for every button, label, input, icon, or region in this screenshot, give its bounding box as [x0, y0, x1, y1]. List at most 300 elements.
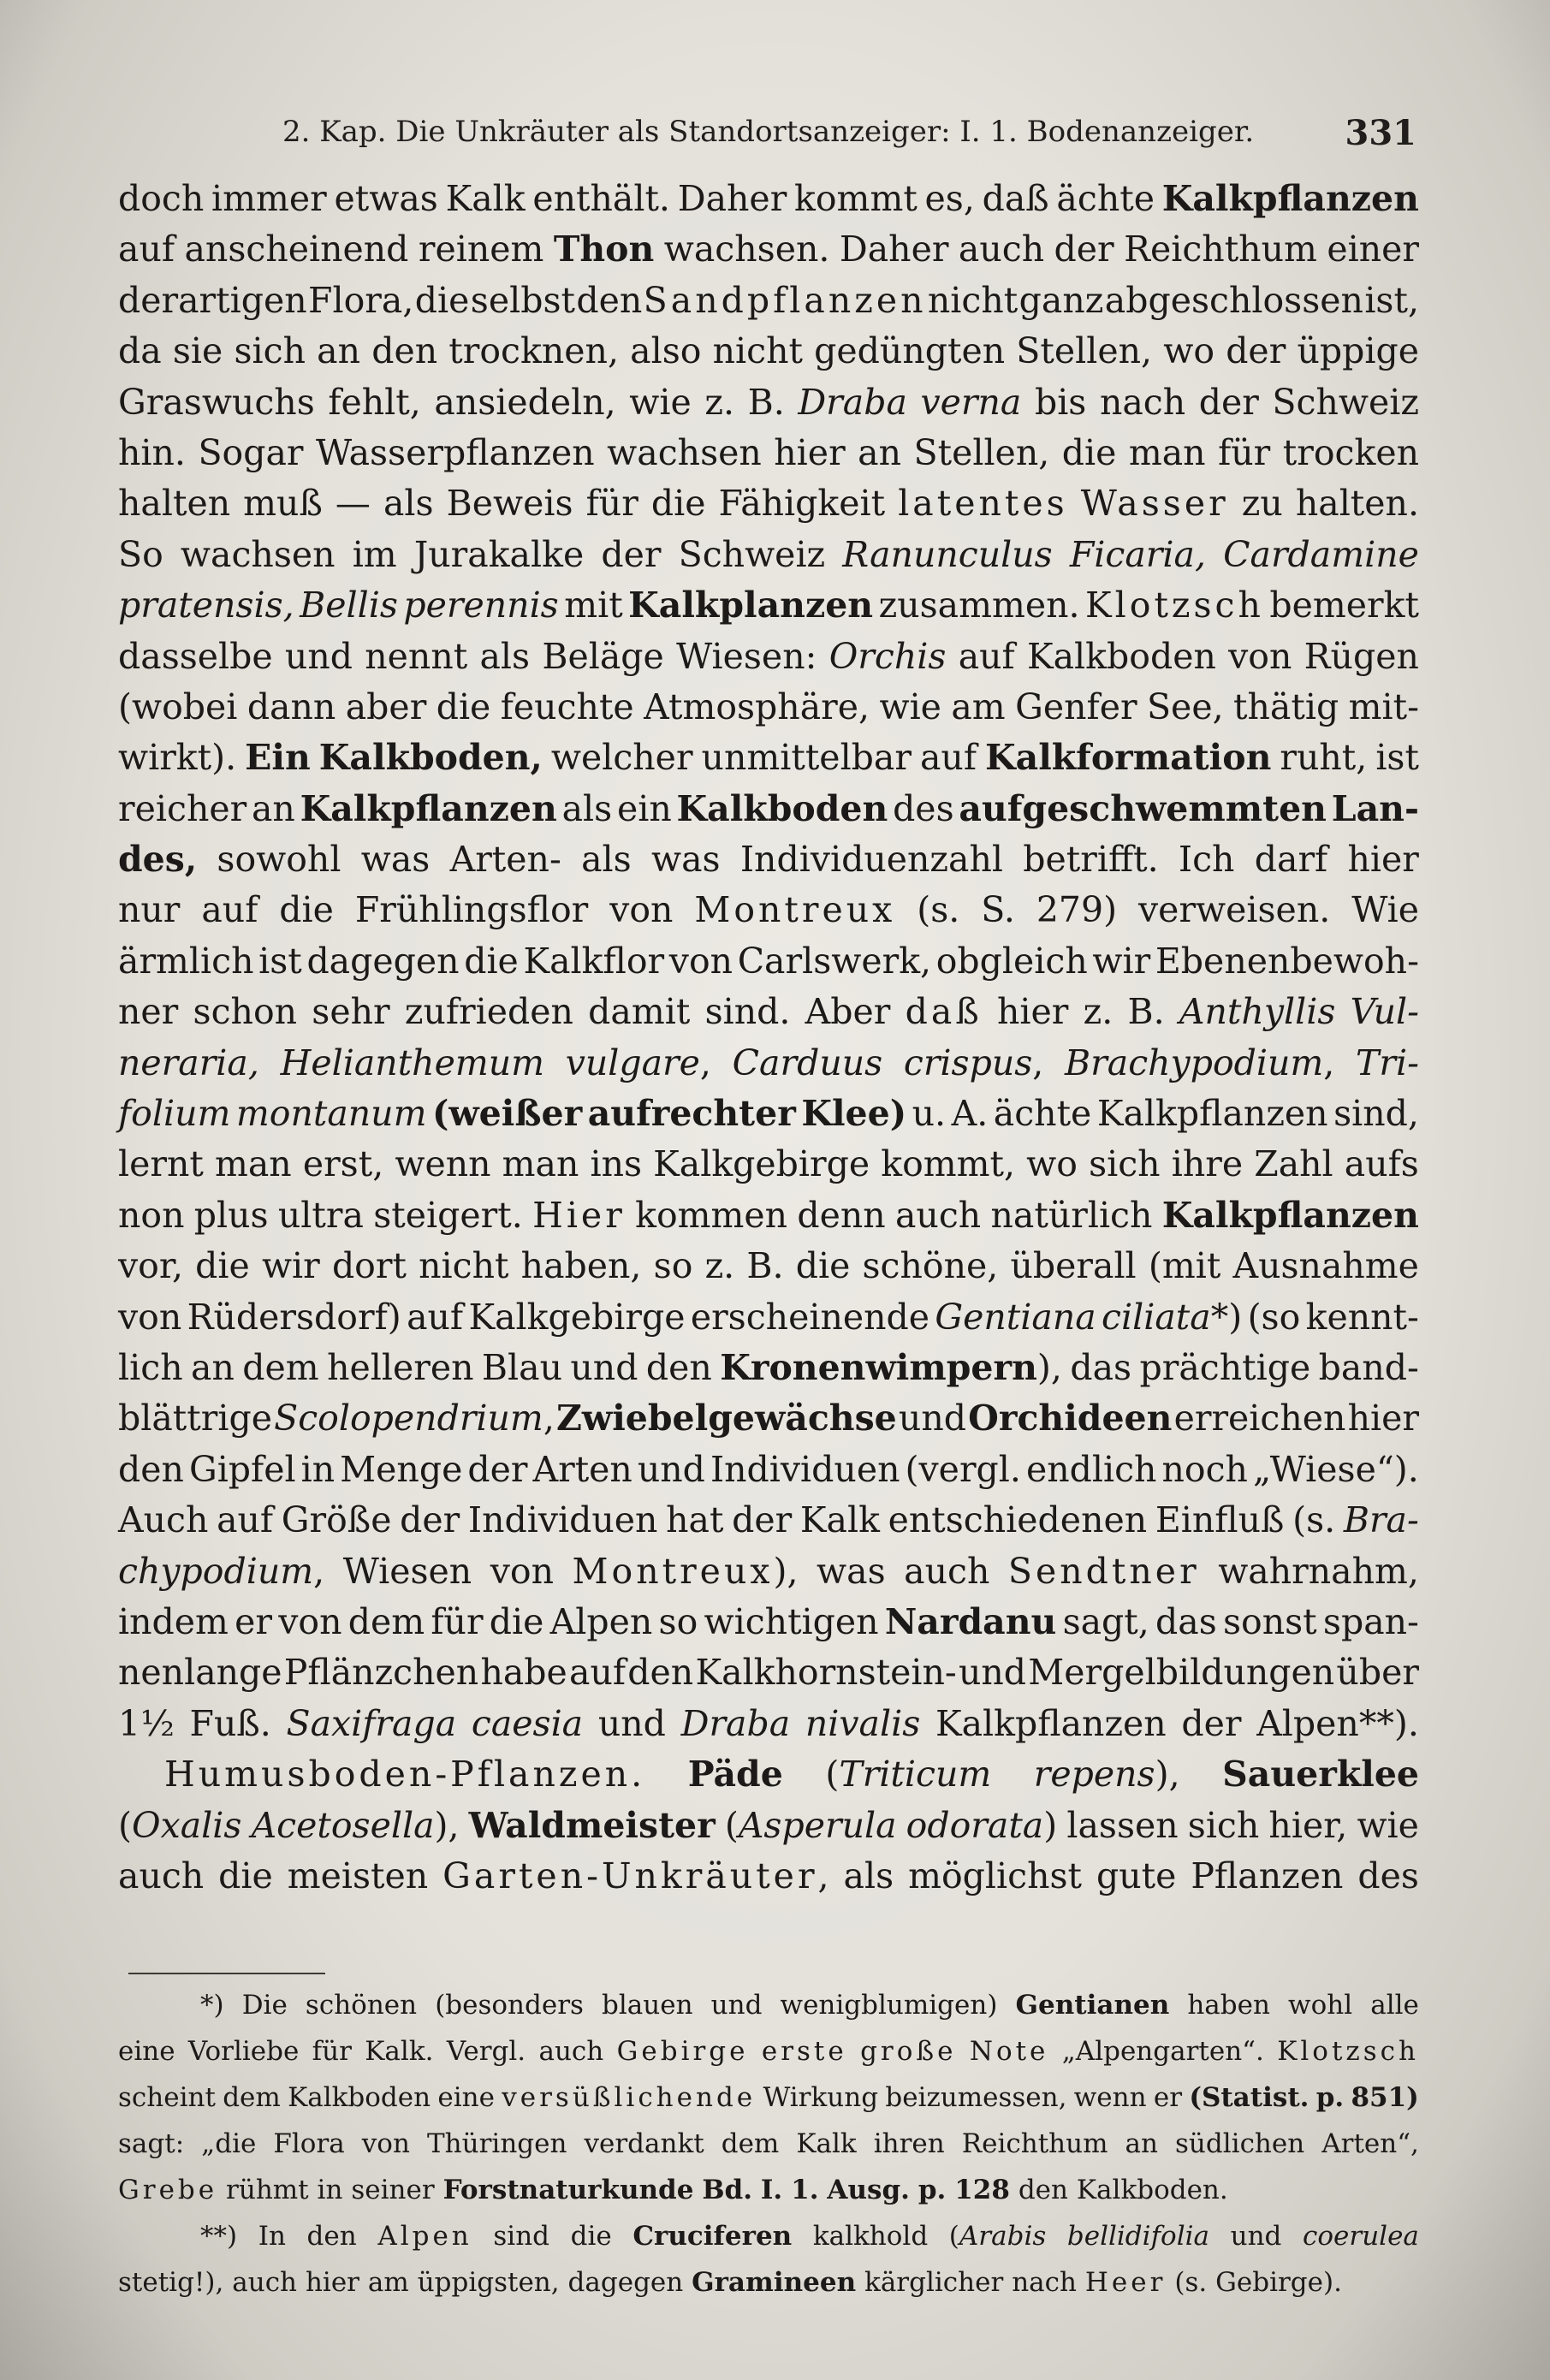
- word: B.: [1127, 991, 1165, 1033]
- word: obgleich: [935, 940, 1088, 982]
- word: Ausnahme: [1232, 1245, 1419, 1287]
- text-line: [118, 229, 1419, 279]
- word: Kalkboden: [288, 2082, 431, 2113]
- word: dem: [347, 1600, 425, 1642]
- word: ner: [118, 991, 179, 1033]
- word: (Statist.: [1189, 2082, 1309, 2113]
- footnote-rule: [128, 1973, 325, 1974]
- word: Heer: [1084, 2267, 1167, 2298]
- word: wie: [1357, 1804, 1419, 1846]
- word: der: [732, 1499, 793, 1541]
- word: Garten-Unkräuter,: [442, 1855, 829, 1896]
- word: aufs: [1344, 1143, 1419, 1185]
- word: Sendtner: [1007, 1550, 1200, 1592]
- word: als: [581, 839, 632, 881]
- word: (s.: [917, 889, 960, 931]
- word: hier: [1347, 1398, 1419, 1439]
- word: hier: [305, 2267, 359, 2298]
- word: Stellen,: [913, 431, 1050, 473]
- word: betrifft.: [1023, 839, 1159, 881]
- word: ist,: [1364, 279, 1419, 321]
- word: hier: [1347, 839, 1419, 881]
- word: z.: [704, 1245, 735, 1287]
- word: S.: [981, 889, 1015, 931]
- word: Fähigkeit: [718, 483, 886, 525]
- word: **): [200, 2221, 238, 2252]
- word: daß: [905, 991, 983, 1033]
- word: Kalk: [796, 2128, 857, 2159]
- word: was: [360, 839, 431, 881]
- word: denn: [797, 1194, 886, 1236]
- text-line: [118, 1347, 1419, 1398]
- word: A.: [951, 1093, 989, 1135]
- word: Ficaria,: [1069, 533, 1206, 575]
- footnotes: [118, 1990, 1419, 2313]
- text-line: [118, 1601, 1419, 1652]
- word: Cardamine: [1223, 533, 1419, 575]
- word: Kalkpflanzen: [1096, 1093, 1328, 1135]
- word: Schweiz: [678, 533, 826, 575]
- word: endlich: [1025, 1448, 1157, 1490]
- word: aufrechter: [587, 1093, 796, 1135]
- word: coerulea: [1303, 2221, 1419, 2252]
- word: ihre: [1171, 1143, 1244, 1185]
- word: abgeschlossen: [1104, 279, 1363, 321]
- word: 851): [1351, 2082, 1419, 2113]
- word: blättrige: [118, 1398, 272, 1439]
- word: Brachypodium,: [1065, 1042, 1335, 1083]
- word: haben: [1187, 1990, 1270, 2021]
- word: Helianthemum: [280, 1042, 544, 1083]
- footnote-line: [118, 1990, 1419, 2036]
- word: Reichthum: [1124, 229, 1317, 270]
- word: So: [118, 533, 163, 575]
- word: wachsen.: [663, 229, 830, 270]
- word: wachsen: [180, 533, 336, 575]
- word: Kalk: [799, 1499, 880, 1541]
- word: an: [251, 787, 295, 829]
- word: und: [570, 1346, 638, 1388]
- word: Größe: [281, 1499, 392, 1541]
- word: wie: [879, 686, 941, 727]
- word: prächtige: [1139, 1346, 1311, 1388]
- text-line: [118, 1551, 1419, 1601]
- word: den: [371, 330, 438, 372]
- word: Einfluß: [1155, 1499, 1285, 1541]
- word: folium: [118, 1093, 231, 1135]
- text-line: [118, 1143, 1419, 1194]
- word: kommt,: [881, 1143, 1016, 1185]
- word: Wirkung: [763, 2082, 879, 2113]
- word: den: [306, 2221, 357, 2252]
- word: so: [653, 1245, 693, 1287]
- word: halten.: [1295, 483, 1419, 525]
- word: zusammen.: [878, 585, 1080, 626]
- word: Wasser: [1080, 483, 1229, 525]
- word: dem: [223, 2082, 281, 2113]
- word: Gebirge).: [1215, 2267, 1342, 2298]
- word: des,: [118, 839, 198, 881]
- word: erst,: [302, 1143, 384, 1185]
- word: für: [585, 483, 638, 525]
- word: neraria,: [118, 1042, 259, 1083]
- word: schöne,: [862, 1245, 999, 1287]
- text-line: [118, 585, 1419, 635]
- word: der: [1226, 330, 1286, 372]
- word: Alpen**).: [1256, 1702, 1419, 1744]
- word: enthält.: [532, 178, 670, 219]
- word: p.: [918, 2175, 947, 2205]
- word: von: [118, 1296, 182, 1338]
- word: was: [650, 839, 721, 881]
- word: „die: [201, 2128, 257, 2159]
- word: Kalk.: [365, 2036, 434, 2067]
- word: hier: [996, 991, 1069, 1033]
- word: span-: [1322, 1600, 1419, 1642]
- word: sowohl: [217, 839, 341, 881]
- word: vor,: [118, 1245, 183, 1287]
- word: Blau: [481, 1346, 562, 1388]
- word: Reichthum: [961, 2128, 1108, 2159]
- word: und: [637, 1448, 705, 1490]
- word: Sauerklee: [1222, 1754, 1419, 1795]
- word: Montreux: [694, 889, 896, 931]
- word: südlichen: [1175, 2128, 1305, 2159]
- word: dagegen: [567, 2267, 684, 2298]
- page-number: 331: [1345, 113, 1416, 153]
- word: auf: [217, 1499, 274, 1541]
- word: als: [843, 1855, 894, 1896]
- word: Kalkboden,: [318, 737, 543, 779]
- word: wenn: [395, 1143, 491, 1185]
- word: erste: [761, 2036, 847, 2067]
- word: zu: [1241, 483, 1283, 525]
- word: Gipfel: [188, 1448, 296, 1490]
- word: möglichst: [908, 1855, 1083, 1896]
- word: Graswuchs: [118, 381, 315, 423]
- word: er: [1153, 2082, 1183, 2113]
- word: Kalkgebirge: [468, 1296, 686, 1338]
- text-line: [118, 1449, 1419, 1499]
- word: ein: [616, 787, 672, 829]
- word: noch: [1161, 1448, 1248, 1490]
- word: hat: [666, 1499, 724, 1541]
- word: Sogar: [198, 431, 304, 473]
- word: ins: [590, 1143, 643, 1185]
- word: Arten“,: [1321, 2128, 1419, 2159]
- word: Mergelbildungen: [1028, 1652, 1335, 1694]
- word: als: [479, 635, 531, 677]
- text-line: [118, 382, 1419, 432]
- word: für: [1218, 431, 1271, 473]
- word: dem: [721, 2128, 780, 2159]
- word: ist: [1375, 737, 1419, 779]
- word: Wiesen: [342, 1550, 472, 1592]
- word: band-: [1318, 1346, 1419, 1388]
- word: aber: [345, 686, 427, 727]
- word: von: [1228, 635, 1292, 677]
- word: Wie: [1351, 889, 1419, 931]
- word: (Arabis: [948, 2221, 1047, 2252]
- word: Anthyllis: [1179, 991, 1336, 1033]
- word: auf: [569, 1652, 627, 1694]
- word: von: [278, 1600, 342, 1642]
- word: darf: [1254, 839, 1328, 881]
- word: sich: [1089, 1143, 1161, 1185]
- word: plus: [193, 1194, 269, 1236]
- word: auch: [958, 229, 1045, 270]
- word: ist: [258, 940, 302, 982]
- running-title: 2. Kap. Die Unkräuter als Standortsanzeiger: I. 1. Bodenanzeiger.: [282, 115, 1255, 149]
- word: haben,: [520, 1245, 642, 1287]
- word: Daher: [839, 229, 949, 270]
- text-line: [118, 1855, 1419, 1906]
- word: Waldmeister: [468, 1804, 716, 1846]
- word: an: [1125, 2128, 1158, 2159]
- word: 1½: [118, 1702, 175, 1744]
- word: der: [1198, 381, 1259, 423]
- word: trocknen,: [448, 330, 619, 372]
- word: sagt:: [118, 2128, 185, 2159]
- word: (vergl.: [905, 1448, 1021, 1490]
- word: Genfer: [1015, 686, 1137, 727]
- word: sehr: [312, 991, 390, 1033]
- word: Bra-: [1343, 1499, 1419, 1541]
- word: Kalkboden: [1026, 635, 1216, 677]
- word: reinem: [418, 229, 544, 270]
- word: verna: [920, 381, 1022, 423]
- text-line: [118, 1754, 1419, 1804]
- word: Kalkboden: [676, 787, 888, 829]
- text-line: [118, 839, 1419, 889]
- word: hin.: [118, 431, 186, 473]
- word: Individuenzahl: [739, 839, 1003, 881]
- word: wo: [1163, 330, 1215, 372]
- word: wo: [1026, 1143, 1078, 1185]
- word: schon: [193, 991, 298, 1033]
- text-line: [118, 686, 1419, 737]
- word: Ein: [245, 737, 311, 779]
- text-line: [118, 1093, 1419, 1143]
- word: man: [214, 1143, 292, 1185]
- word: Kalkplanzen: [628, 585, 874, 626]
- word: man: [502, 1143, 579, 1185]
- word: ächte: [1056, 178, 1155, 219]
- word: Kalkgebirge: [653, 1143, 870, 1185]
- word: kärglicher: [864, 2267, 1004, 2298]
- word: vulgare,: [565, 1042, 711, 1083]
- text-line: [118, 889, 1419, 940]
- text-line: [118, 1703, 1419, 1754]
- text-line: [118, 737, 1419, 787]
- word: für: [312, 2036, 352, 2067]
- word: ärmlich: [118, 940, 254, 982]
- word: welcher: [550, 737, 693, 779]
- word: also: [630, 330, 702, 372]
- word: das: [1155, 1600, 1217, 1642]
- text-line: [118, 1297, 1419, 1347]
- word: und: [284, 635, 353, 677]
- word: die: [489, 1600, 544, 1642]
- word: Arten: [532, 1448, 632, 1490]
- word: *): [200, 1990, 224, 2021]
- text-line: [118, 1805, 1419, 1855]
- word: mit-: [1348, 686, 1419, 727]
- word: üppige: [1297, 330, 1419, 372]
- word: Wasserpflanzen: [316, 431, 595, 473]
- word: indem: [118, 1600, 229, 1642]
- word: auch: [904, 1550, 990, 1592]
- word: nivalis: [805, 1702, 921, 1744]
- word: die: [414, 279, 470, 321]
- word: perennis: [403, 585, 559, 626]
- text-line: [118, 991, 1419, 1042]
- word: (Triticum: [825, 1754, 992, 1795]
- word: und: [958, 1652, 1027, 1694]
- word: montanum: [235, 1093, 427, 1135]
- text-line: [118, 788, 1419, 839]
- word: auf: [919, 737, 977, 779]
- word: Acetosella),: [251, 1804, 460, 1846]
- word: von: [361, 2128, 410, 2159]
- word: kalkhold: [812, 2221, 929, 2252]
- word: lernt: [118, 1143, 204, 1185]
- text-line: [118, 330, 1419, 381]
- word: reicher: [118, 787, 247, 829]
- word: Hier: [532, 1194, 626, 1236]
- word: überall: [1010, 1245, 1137, 1287]
- word: doch: [118, 178, 205, 219]
- word: ciliata*): [1102, 1296, 1243, 1338]
- word: Sandpflanzen: [643, 279, 927, 321]
- word: sind.: [704, 991, 791, 1033]
- word: bellidifolia: [1066, 2221, 1210, 2252]
- word: lassen: [1066, 1804, 1179, 1846]
- word: auch: [232, 2267, 298, 2298]
- word: von: [668, 940, 733, 982]
- word: natürlich: [990, 1194, 1153, 1236]
- word: Ranunculus: [842, 533, 1053, 575]
- word: von: [490, 1550, 554, 1592]
- word: Kalkpflanzen: [935, 1702, 1167, 1744]
- word: Thon: [553, 229, 655, 270]
- word: (Asperula: [724, 1804, 897, 1846]
- word: nicht: [712, 330, 803, 372]
- word: Klotzsch: [1085, 585, 1264, 626]
- word: Jurakalke: [413, 533, 585, 575]
- word: kommen: [635, 1194, 788, 1236]
- word: B.: [747, 381, 785, 423]
- word: sich: [234, 330, 306, 372]
- word: wirkt).: [118, 737, 237, 779]
- word: crispus,: [903, 1042, 1044, 1083]
- word: so: [658, 1600, 698, 1642]
- word: Kalk: [445, 178, 526, 219]
- word: nennt: [365, 635, 468, 677]
- word: die: [464, 940, 519, 982]
- word: Wiesen:: [676, 635, 817, 677]
- word: Bellis: [300, 585, 398, 626]
- word: feuchte: [500, 686, 634, 727]
- text-line: [118, 534, 1419, 585]
- text-line: [118, 280, 1419, 330]
- text-line: [118, 636, 1419, 686]
- footnote-line: [118, 2267, 1419, 2313]
- word: und: [710, 1990, 763, 2021]
- word: zufrieden: [404, 991, 573, 1033]
- word: sie: [172, 330, 223, 372]
- running-header: [231, 110, 1416, 161]
- word: der: [1181, 1702, 1242, 1744]
- word: Zahl: [1254, 1143, 1333, 1185]
- word: pratensis,: [118, 585, 294, 626]
- word: verdankt: [584, 2128, 704, 2159]
- word: Ebenenbewoh-: [1155, 940, 1419, 982]
- word: Kalkhornstein-: [695, 1652, 957, 1694]
- word: „Wiese“).: [1252, 1448, 1419, 1490]
- word: damit: [588, 991, 691, 1033]
- word: nenlange: [118, 1652, 282, 1694]
- word: den: [627, 1652, 694, 1694]
- word: Individuen: [710, 1448, 900, 1490]
- word: am: [951, 686, 1006, 727]
- word: derartigen: [118, 279, 307, 321]
- word: Gentiana: [935, 1296, 1096, 1338]
- word: der: [400, 1499, 460, 1541]
- word: wichtigen: [704, 1600, 879, 1642]
- word: ultra: [277, 1194, 364, 1236]
- word: der: [1054, 229, 1114, 270]
- word: u.: [912, 1093, 947, 1135]
- word: Cruciferen: [632, 2221, 793, 2252]
- word: muß: [243, 483, 323, 525]
- word: I.: [760, 2175, 783, 2205]
- word: ihren: [873, 2128, 945, 2159]
- text-line: [118, 1398, 1419, 1448]
- word: auch: [894, 1194, 982, 1236]
- word: repens),: [1033, 1754, 1180, 1795]
- word: anscheinend: [184, 229, 409, 270]
- word: etwas: [334, 178, 438, 219]
- word: Gramineen: [692, 2267, 857, 2298]
- word: der: [467, 1448, 528, 1490]
- word: nicht: [419, 1245, 509, 1287]
- word: der: [601, 533, 662, 575]
- word: Auch: [118, 1499, 209, 1541]
- word: scheint: [118, 2082, 216, 2113]
- text-line: [118, 178, 1419, 229]
- word: Gentianen: [1015, 1990, 1170, 2021]
- text-line: [118, 1652, 1419, 1702]
- footnote-line: [118, 2036, 1419, 2082]
- word: p.: [1315, 2082, 1345, 2113]
- word: unmittelbar: [701, 737, 912, 779]
- word: trocken: [1282, 431, 1419, 473]
- word: Thüringen: [426, 2128, 567, 2159]
- word: wenn: [1073, 2082, 1147, 2113]
- word: nur: [118, 889, 181, 931]
- word: das: [1070, 1346, 1132, 1388]
- word: Aber: [805, 991, 891, 1033]
- word: über: [1336, 1652, 1419, 1694]
- word: Kalkpflanzen: [1161, 178, 1419, 219]
- word: Die: [241, 1990, 288, 2021]
- word: mit: [564, 585, 623, 626]
- word: als: [561, 787, 613, 829]
- word: den: [645, 1346, 712, 1388]
- word: verweisen.: [1138, 889, 1331, 931]
- word: dasselbe: [118, 635, 273, 677]
